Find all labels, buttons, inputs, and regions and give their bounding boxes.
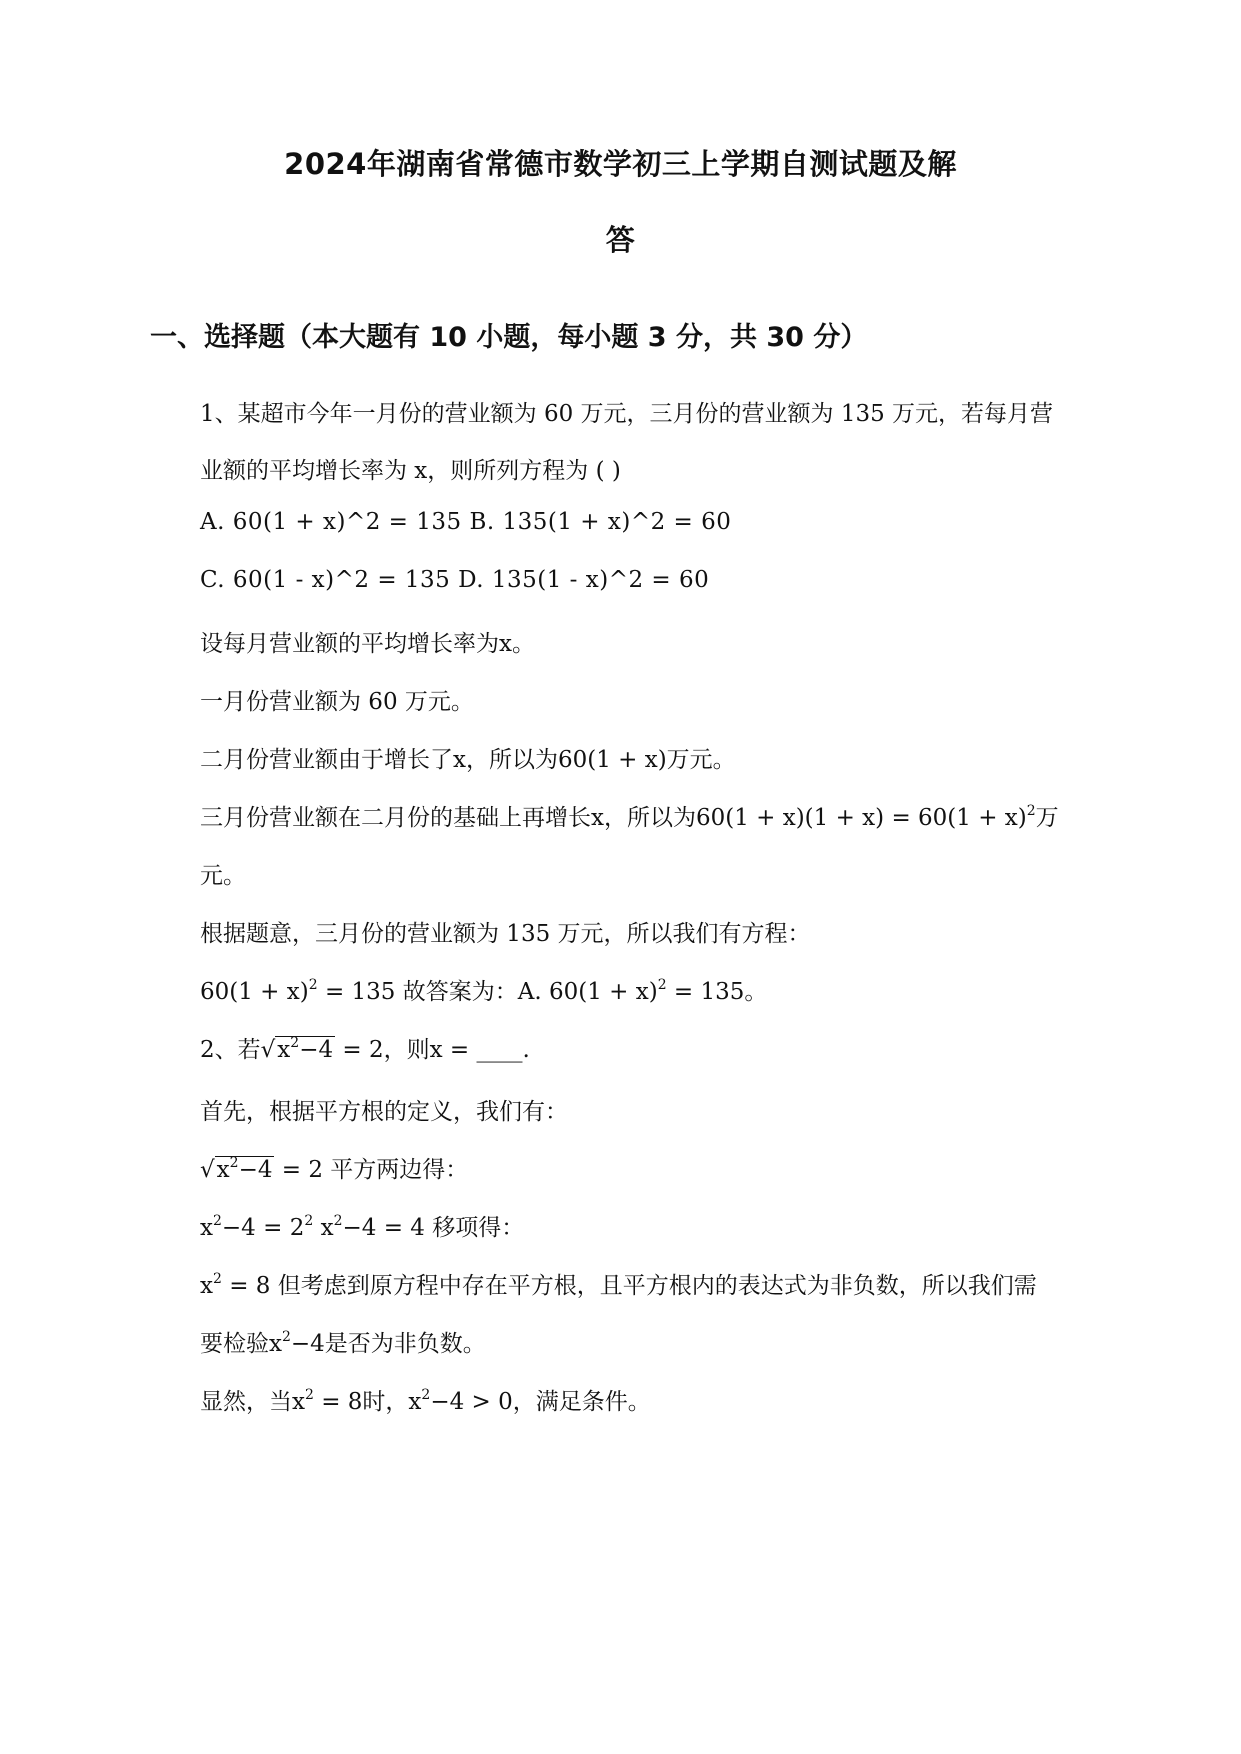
q1-solution-line1: 设每月营业额的平均增长率为x。 bbox=[200, 631, 535, 657]
q2-solution-line4 bbox=[200, 1267, 1100, 1300]
radicand-sup: 2 bbox=[229, 1155, 239, 1171]
q1-ans-a: 60(1 + x) bbox=[200, 979, 309, 1005]
q1-ans-sup1: 2 bbox=[308, 977, 318, 993]
q1-stem-line1: 1、某超市今年一月份的营业额为 60 万元，三月份的营业额为 135 万元，若每月营 bbox=[200, 401, 1054, 427]
radicand-sup: 2 bbox=[290, 1035, 300, 1051]
text: −4 = 4 移项得： bbox=[342, 1215, 525, 1241]
sup: 2 bbox=[304, 1213, 314, 1229]
q2-solution-line6 bbox=[200, 1383, 1100, 1416]
text: −4是否为非负数。 bbox=[290, 1331, 486, 1357]
sup: 2 bbox=[212, 1271, 222, 1287]
q2-stem bbox=[200, 1031, 1100, 1064]
sqrt-expression: $√x^2-4$ bbox=[200, 1155, 273, 1183]
radicand-x: x bbox=[216, 1157, 230, 1183]
text: = 8时，x bbox=[313, 1389, 422, 1415]
q2-stem-a: 2、若 bbox=[200, 1037, 261, 1063]
text: x bbox=[313, 1215, 334, 1241]
q1-ans-b: = 135 故答案为：A. 60(1 + x) bbox=[317, 979, 658, 1005]
q1-options-cd: C. 60(1 - x)^2 = 135 D. 135(1 - x)^2 = 60 bbox=[200, 567, 710, 593]
q1-sol4-text-b: 万 bbox=[1035, 805, 1059, 831]
text: −4 = 2 bbox=[221, 1215, 305, 1241]
sup: 2 bbox=[304, 1387, 314, 1403]
q1-sol4-sup: 2 bbox=[1026, 803, 1036, 819]
q1-answer-line bbox=[200, 973, 1100, 1006]
sup: 2 bbox=[281, 1329, 291, 1345]
radicand-x: x bbox=[277, 1037, 291, 1063]
text: 显然，当x bbox=[200, 1389, 305, 1415]
doc-title-line1: 2024年湖南省常德市数学初三上学期自测试题及解 bbox=[284, 147, 957, 181]
radicand bbox=[215, 1156, 275, 1183]
text: −4 > 0，满足条件。 bbox=[430, 1389, 651, 1415]
radicand-b: −4 bbox=[238, 1157, 273, 1183]
q1-solution-line6: 根据题意，三月份的营业额为 135 万元，所以我们有方程： bbox=[200, 921, 811, 947]
radicand bbox=[275, 1036, 335, 1063]
q1-ans-c: = 135。 bbox=[666, 979, 768, 1005]
q1-solution-line5: 元。 bbox=[200, 863, 246, 889]
text: x bbox=[200, 1215, 213, 1241]
q1-solution-line3: 二月份营业额由于增长了x，所以为60(1 + x)万元。 bbox=[200, 747, 736, 773]
sup: 2 bbox=[333, 1213, 343, 1229]
sup: 2 bbox=[421, 1387, 431, 1403]
text: = 8 但考虑到原方程中存在平方根，且平方根内的表达式为非负数，所以我们需 bbox=[221, 1273, 1037, 1299]
text: x bbox=[200, 1273, 213, 1299]
q2-solution-line1: 首先，根据平方根的定义，我们有： bbox=[200, 1099, 568, 1125]
q1-solution-line2: 一月份营业额为 60 万元。 bbox=[200, 689, 474, 715]
q2-solution-line3 bbox=[200, 1209, 1100, 1242]
text: 要检验x bbox=[200, 1331, 282, 1357]
doc-title-line2: 答 bbox=[605, 223, 636, 257]
q2-sol2-b: = 2 平方两边得： bbox=[274, 1157, 469, 1183]
q1-sol4-text-a: 三月份营业额在二月份的基础上再增长x，所以为60(1 + x)(1 + x) = 60(1 + x) bbox=[200, 805, 1027, 831]
radicand-b: −4 bbox=[299, 1037, 334, 1063]
q2-solution-line2 bbox=[200, 1151, 1100, 1184]
q2-stem-b: = 2，则x = ____. bbox=[335, 1037, 530, 1063]
sup: 2 bbox=[212, 1213, 222, 1229]
q1-stem-line2: 业额的平均增长率为 x，则所列方程为 ( ) bbox=[200, 458, 621, 484]
sqrt-expression: $√x^2-4$ bbox=[260, 1035, 334, 1063]
q1-ans-sup2: 2 bbox=[657, 977, 667, 993]
q2-solution-line5 bbox=[200, 1325, 1100, 1358]
q1-options-ab: A. 60(1 + x)^2 = 135 B. 135(1 + x)^2 = 60 bbox=[200, 509, 732, 535]
section-heading: 一、选择题（本大题有 10 小题，每小题 3 分，共 30 分） bbox=[150, 322, 868, 353]
q1-solution-line4 bbox=[200, 799, 1100, 832]
